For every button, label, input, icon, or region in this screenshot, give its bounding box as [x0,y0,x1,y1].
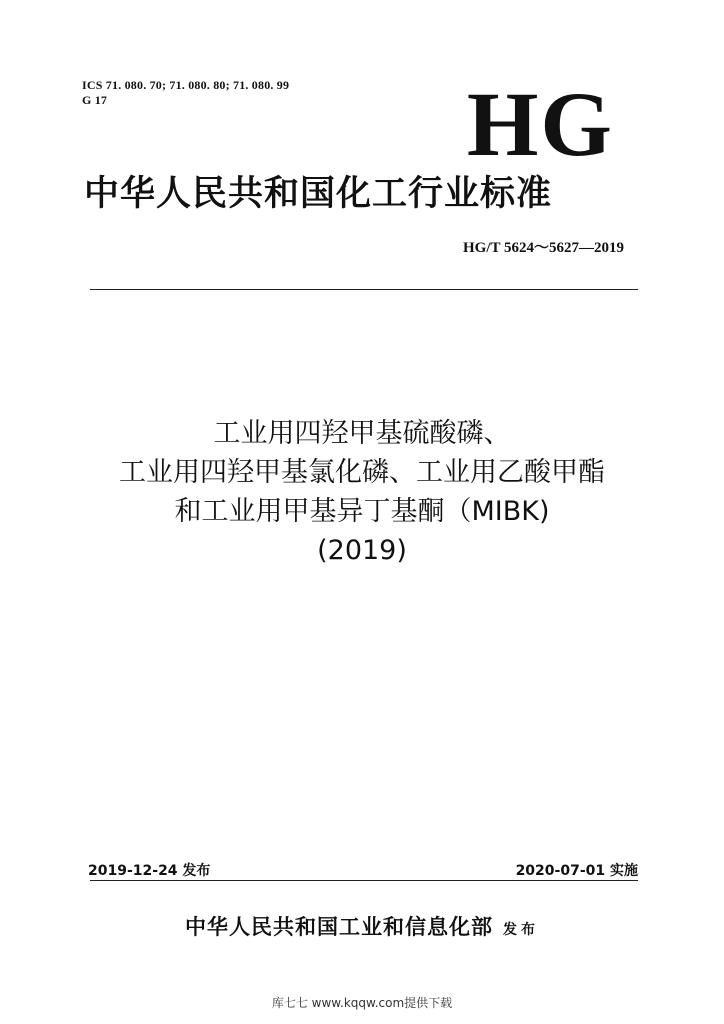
header-divider [90,289,638,290]
issue-date: 2019-12-24 发布 [88,863,211,879]
effective-date: 2020-07-01 实施 [515,863,638,879]
issuer-line [0,911,724,941]
classification-codes [82,78,289,108]
title-line-3: 和工业用甲基异丁基酮（MIBK) [174,496,550,527]
document-title [0,414,724,570]
title-line-1: 工业用四羟甲基硫酸磷、 [213,418,511,449]
ics-code: ICS 71. 080. 70; 71. 080. 80; 71. 080. 99 [82,78,290,92]
standard-title: 中华人民共和国化工行业标准 [84,174,553,214]
issuing-organization: 中华人民共和国工业和信息化部 [185,914,493,939]
title-line-2: 工业用四羟甲基氯化磷、工业用乙酸甲酯 [119,457,605,488]
standard-code: HG/T 5624～5627—2019 [463,240,624,256]
footer-divider [90,880,638,881]
issue-action: 发布 [503,922,539,938]
ccs-code: G 17 [82,93,108,107]
download-watermark: 库七七 www.kqqw.com提供下载 [271,996,453,1010]
title-line-4: (2019) [317,535,407,566]
hg-logo-mark: HG [466,73,614,175]
